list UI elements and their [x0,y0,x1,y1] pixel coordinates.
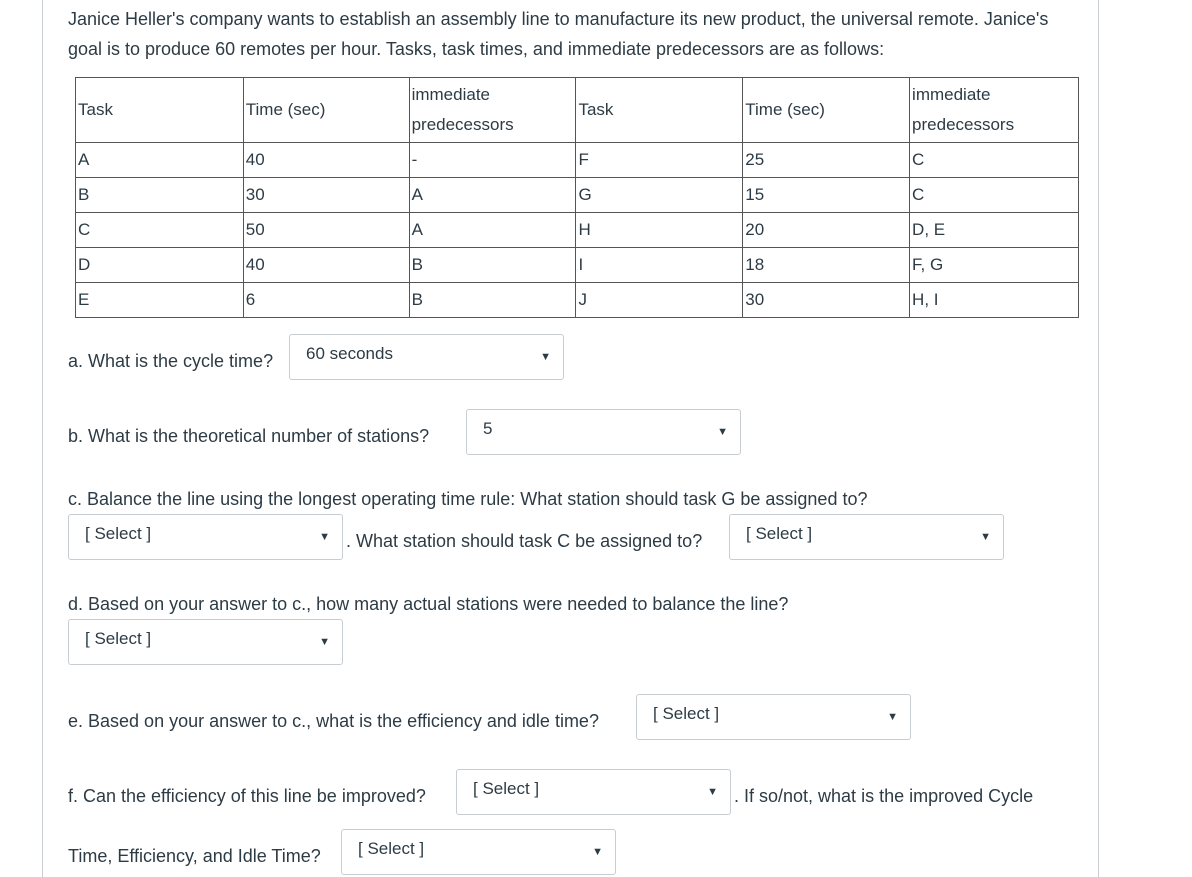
caret-down-icon: ▼ [319,531,330,543]
table-cell: B [76,178,244,213]
table-cell: 30 [243,178,409,213]
select-value: 5 [483,419,493,438]
table-cell: 40 [243,143,409,178]
select-value: [ Select ] [653,704,720,723]
table-row [76,283,1079,318]
table-cell: C [76,213,244,248]
table-row [76,213,1079,248]
question-d-text: d. Based on your answer to c., how many actual stations were needed to balance the line? [68,594,789,614]
table-cell: C [910,143,1079,178]
table-cell: D, E [910,213,1079,248]
task-table [75,77,1079,318]
select-value: [ Select ] [85,524,152,543]
table-cell: 15 [743,178,910,213]
select-value: 60 seconds [306,344,393,363]
cycle-time-select[interactable] [289,334,564,380]
select-value: [ Select ] [473,779,540,798]
question-f-text-2: . If so/not, what is the improved Cycle [734,786,1034,806]
table-cell: B [409,283,576,318]
caret-down-icon: ▼ [592,846,603,858]
question-e-text: e. Based on your answer to c., what is the efficiency and idle time? [68,711,599,731]
caret-down-icon: ▼ [980,531,991,543]
table-row [76,143,1079,178]
efficiency-select[interactable] [636,694,911,740]
table-cell: 30 [743,283,910,318]
table-cell: A [409,178,576,213]
table-cell: 6 [243,283,409,318]
table-cell: C [910,178,1079,213]
task-g-station-select[interactable] [68,514,343,560]
table-cell: A [76,143,244,178]
question-c-text-2: . What station should task C be assigned to? [346,531,703,551]
table-row [76,178,1079,213]
table-cell: F, G [910,248,1079,283]
header-task: Task [576,78,743,143]
question-f-text-3: Time, Efficiency, and Idle Time? [68,846,321,866]
caret-down-icon: ▼ [707,786,718,798]
select-value: [ Select ] [746,524,813,543]
caret-down-icon: ▼ [540,351,551,363]
table-cell: H, I [910,283,1079,318]
header-task: Task [76,78,244,143]
table-cell: 20 [743,213,910,248]
table-cell: - [409,143,576,178]
improved-cycle-select[interactable] [341,829,616,875]
table-cell: A [409,213,576,248]
caret-down-icon: ▼ [319,636,330,648]
question-f-text: f. Can the efficiency of this line be improved? [68,786,426,806]
table-row [76,248,1079,283]
table-cell: E [76,283,244,318]
header-time: Time (sec) [743,78,910,143]
table-cell: F [576,143,743,178]
header-predecessors: immediate predecessors [910,78,1079,143]
question-c-text: c. Balance the line using the longest operating time rule: What station should task G be assigned to? [68,489,868,509]
select-value: [ Select ] [85,629,152,648]
stations-select[interactable] [466,409,741,455]
actual-stations-select[interactable] [68,619,343,665]
header-predecessors: immediate predecessors [409,78,576,143]
task-c-station-select[interactable] [729,514,1004,560]
caret-down-icon: ▼ [887,711,898,723]
content-border-right [1098,0,1099,877]
caret-down-icon: ▼ [717,426,728,438]
table-cell: G [576,178,743,213]
table-cell: 25 [743,143,910,178]
content-border-left [42,0,43,877]
select-value: [ Select ] [358,839,425,858]
table-cell: J [576,283,743,318]
table-cell: 18 [743,248,910,283]
header-time: Time (sec) [243,78,409,143]
table-cell: H [576,213,743,248]
table-cell: 50 [243,213,409,248]
question-b-text: b. What is the theoretical number of stations? [68,426,430,446]
table-cell: 40 [243,248,409,283]
table-header-row [76,78,1079,143]
improve-efficiency-select[interactable] [456,769,731,815]
table-cell: B [409,248,576,283]
table-cell: D [76,248,244,283]
question-a-text: a. What is the cycle time? [68,351,274,371]
table-cell: I [576,248,743,283]
question-intro: Janice Heller's company wants to establish an assembly line to manufacture its new product, the universal remote. Janice's goal is to produce 60 remotes per hour. Tasks, task times, and immediate predecessors are as follows: [68,9,1049,59]
